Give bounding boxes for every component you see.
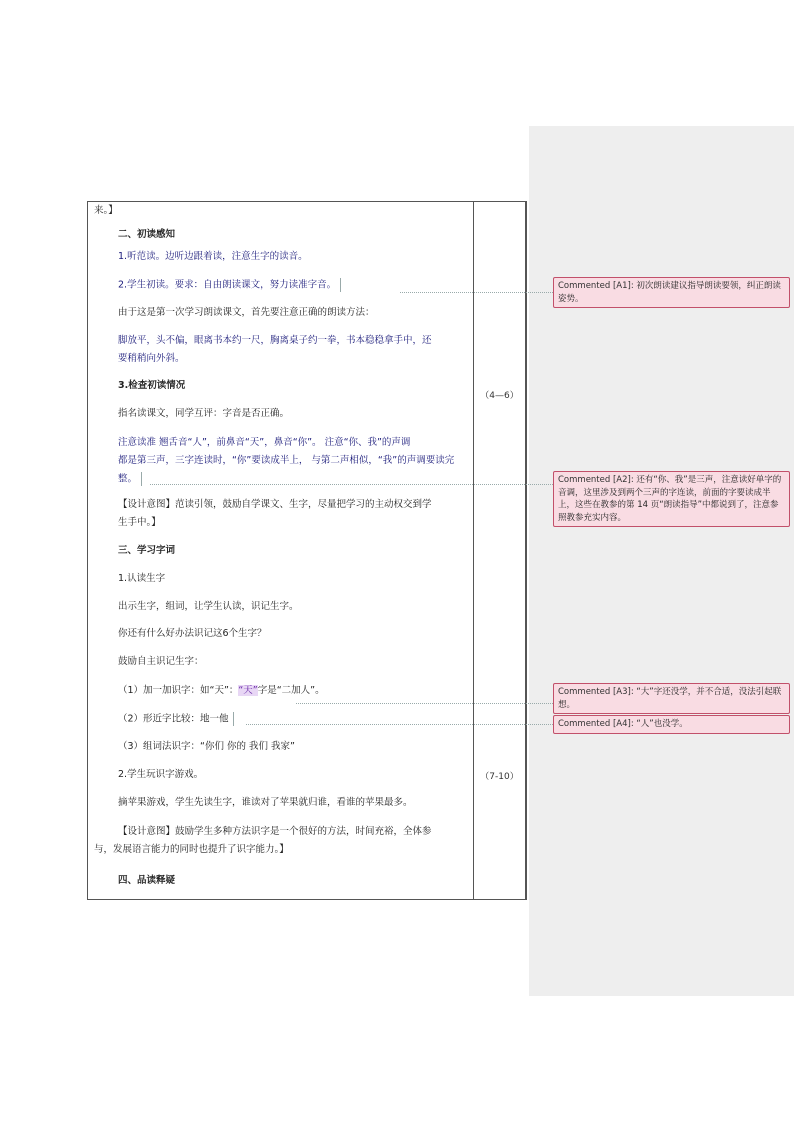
design-intent: 与，发展语言能力的同时也提升了识字能力。】 (94, 844, 289, 855)
design-intent: 【设计意图】鼓励学生多种方法识字是一个很好的方法，时间充裕，全体参 (118, 826, 432, 837)
text-line: 脚放平，头不偏，眼离书本约一尺，胸离桌子约一拳，书本稳稳拿手中，还 (118, 335, 432, 346)
section-heading: 四、品读释疑 (118, 875, 176, 886)
text-line-content: （2）形近字比较：地一他 (118, 713, 229, 725)
text-line-content: （1）加一加识字：如“天”： (118, 685, 239, 696)
text-line: 都是第三声，三字连读时，“你”要读成半上， 与第二声相似，“我”的声调要读完 (118, 455, 455, 466)
text-line-content: 字是“二加人”。 (257, 685, 325, 696)
comment-body: “大”字还没学，并不合适，没法引起联想。 (558, 687, 782, 710)
comment-balloon[interactable] (553, 683, 790, 714)
comment-leader (150, 484, 553, 485)
text-line: 1.听范读。边听边跟着读，注意生字的读音。 (118, 251, 308, 262)
time-allocation: （4—6） (480, 391, 519, 401)
text-line: 鼓励自主识记生字： (118, 656, 204, 667)
comment-leader (296, 703, 553, 704)
comment-balloon[interactable] (553, 715, 790, 734)
text-line: （3）组词法识字：“你们 你的 我们 我家” (118, 741, 295, 752)
comment-anchor[interactable] (141, 472, 142, 486)
comment-tag: Commented [A1]: (558, 281, 634, 291)
text-line: 要稍稍向外斜。 (118, 353, 185, 364)
comment-anchor[interactable] (233, 712, 234, 726)
section-heading: 3.检查初读情况 (118, 380, 186, 391)
section-heading: 三、学习字词 (118, 545, 176, 556)
comment-anchor[interactable] (340, 278, 341, 292)
column-divider (525, 202, 526, 899)
text-line: 由于这是第一次学习朗读课文，首先要注意正确的朗读方法： (118, 307, 375, 318)
text-line: 摘苹果游戏，学生先读生字，谁读对了苹果就归谁，看谁的苹果最多。 (118, 797, 413, 808)
text-line: 你还有什么好办法识记这6个生字？ (118, 628, 267, 639)
column-divider (473, 202, 474, 899)
comment-body: 还有“你、我”是三声，注意读好单字的音调，这里涉及到两个三声的字连读，前面的字要读成半上，这些在教参的第 14 页“朗读指导”中都说到了，注意参照教参充实内容。 (558, 475, 782, 523)
comment-body: “人”也没学。 (636, 719, 688, 729)
lesson-plan-table (87, 201, 527, 900)
text-line: 来。】 (94, 205, 118, 216)
text-line (88, 278, 472, 293)
comment-balloon[interactable] (553, 471, 790, 527)
text-line: 注意读准 翘舌音“人”，前鼻音“天”，鼻音“你”。 注意“你、我”的声调 (118, 437, 411, 448)
comment-body: 初次朗读建议指导朗读要领，纠正朗读姿势。 (558, 281, 781, 304)
text-line-content: 2.学生初读。要求：自由朗读课文，努力读准字音。 (118, 279, 337, 291)
comment-tag: Commented [A2]: (558, 475, 634, 485)
comment-pane (529, 126, 794, 996)
text-line: 2.学生玩识字游戏。 (118, 769, 204, 780)
comment-balloon[interactable] (553, 277, 790, 308)
text-line-content: 整。 (118, 473, 138, 485)
text-line: 出示生字，组词，让学生认读，识记生字。 (118, 601, 299, 612)
section-heading: 二、初读感知 (118, 229, 176, 240)
comment-tag: Commented [A4]: (558, 719, 634, 729)
text-line: 1.认读生字 (118, 573, 166, 584)
comment-tag: Commented [A3]: (558, 687, 634, 697)
comment-leader (400, 292, 553, 293)
text-line: 指名读课文，同学互评：字音是否正确。 (118, 408, 290, 419)
text-line (88, 684, 472, 698)
comment-leader (246, 724, 553, 725)
design-intent: 【设计意图】范读引领，鼓励自学课文、生字，尽量把学习的主动权交到学 (118, 499, 432, 510)
time-allocation: （7-10） (480, 772, 519, 782)
highlighted-text[interactable]: “天” (238, 685, 258, 696)
design-intent: 生手中。】 (118, 517, 161, 528)
